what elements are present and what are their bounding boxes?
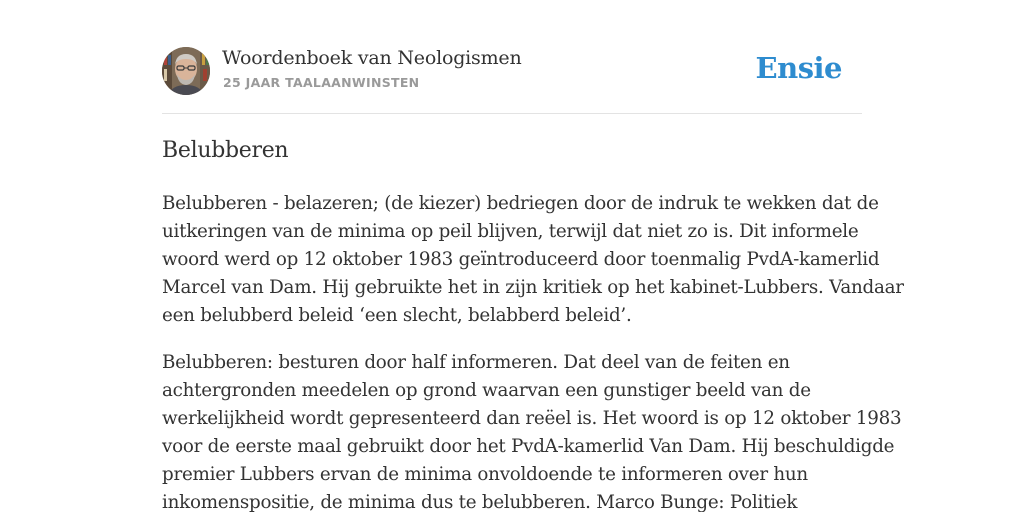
site-title[interactable]: Woordenboek van Neologismen <box>222 47 522 69</box>
text-line: Marcel van Dam. Hij gebruikte het in zijn kritiek op het kabinet-Lubbers. Vandaar <box>162 277 904 298</box>
text-line: uitkeringen van de minima op peil blijven, terwijl dat niet zo is. Dit informele <box>162 221 859 242</box>
page-title: Belubberen <box>162 138 289 163</box>
header-divider <box>162 113 862 114</box>
text-line: premier Lubbers ervan de minima onvoldoende te informeren over hun <box>162 464 808 485</box>
text-line: achtergronden meedelen op grond waarvan een gunstiger beeld van de <box>162 380 811 401</box>
author-avatar-photo <box>162 47 210 95</box>
site-subtitle: 25 JAAR TAALAANWINSTEN <box>223 75 420 90</box>
ensie-logo-link[interactable]: Ensie <box>755 51 842 85</box>
text-line: Belubberen: besturen door half informeren. Dat deel van de feiten en <box>162 352 790 373</box>
text-line: werkelijkheid wordt gepresenteerd dan reëel is. Het woord is op 12 oktober 1983 <box>162 408 902 429</box>
text-line: inkomenspositie, de minima dus te belubberen. Marco Bunge: Politiek <box>162 492 798 512</box>
text-line: Belubberen - belazeren; (de kiezer) bedriegen door de indruk te wekken dat de <box>162 193 879 214</box>
definition-paragraph-2 <box>162 349 902 512</box>
definition-paragraph-1 <box>162 190 904 330</box>
site-header <box>162 46 862 96</box>
text-line: een belubberd beleid ‘een slecht, belabberd beleid’. <box>162 305 632 326</box>
text-line: voor de eerste maal gebruikt door het PvdA-kamerlid Van Dam. Hij beschuldigde <box>162 436 895 457</box>
author-avatar[interactable] <box>162 47 210 95</box>
text-line: woord werd op 12 oktober 1983 geïntroduceerd door toenmalig PvdA-kamerlid <box>162 249 880 270</box>
